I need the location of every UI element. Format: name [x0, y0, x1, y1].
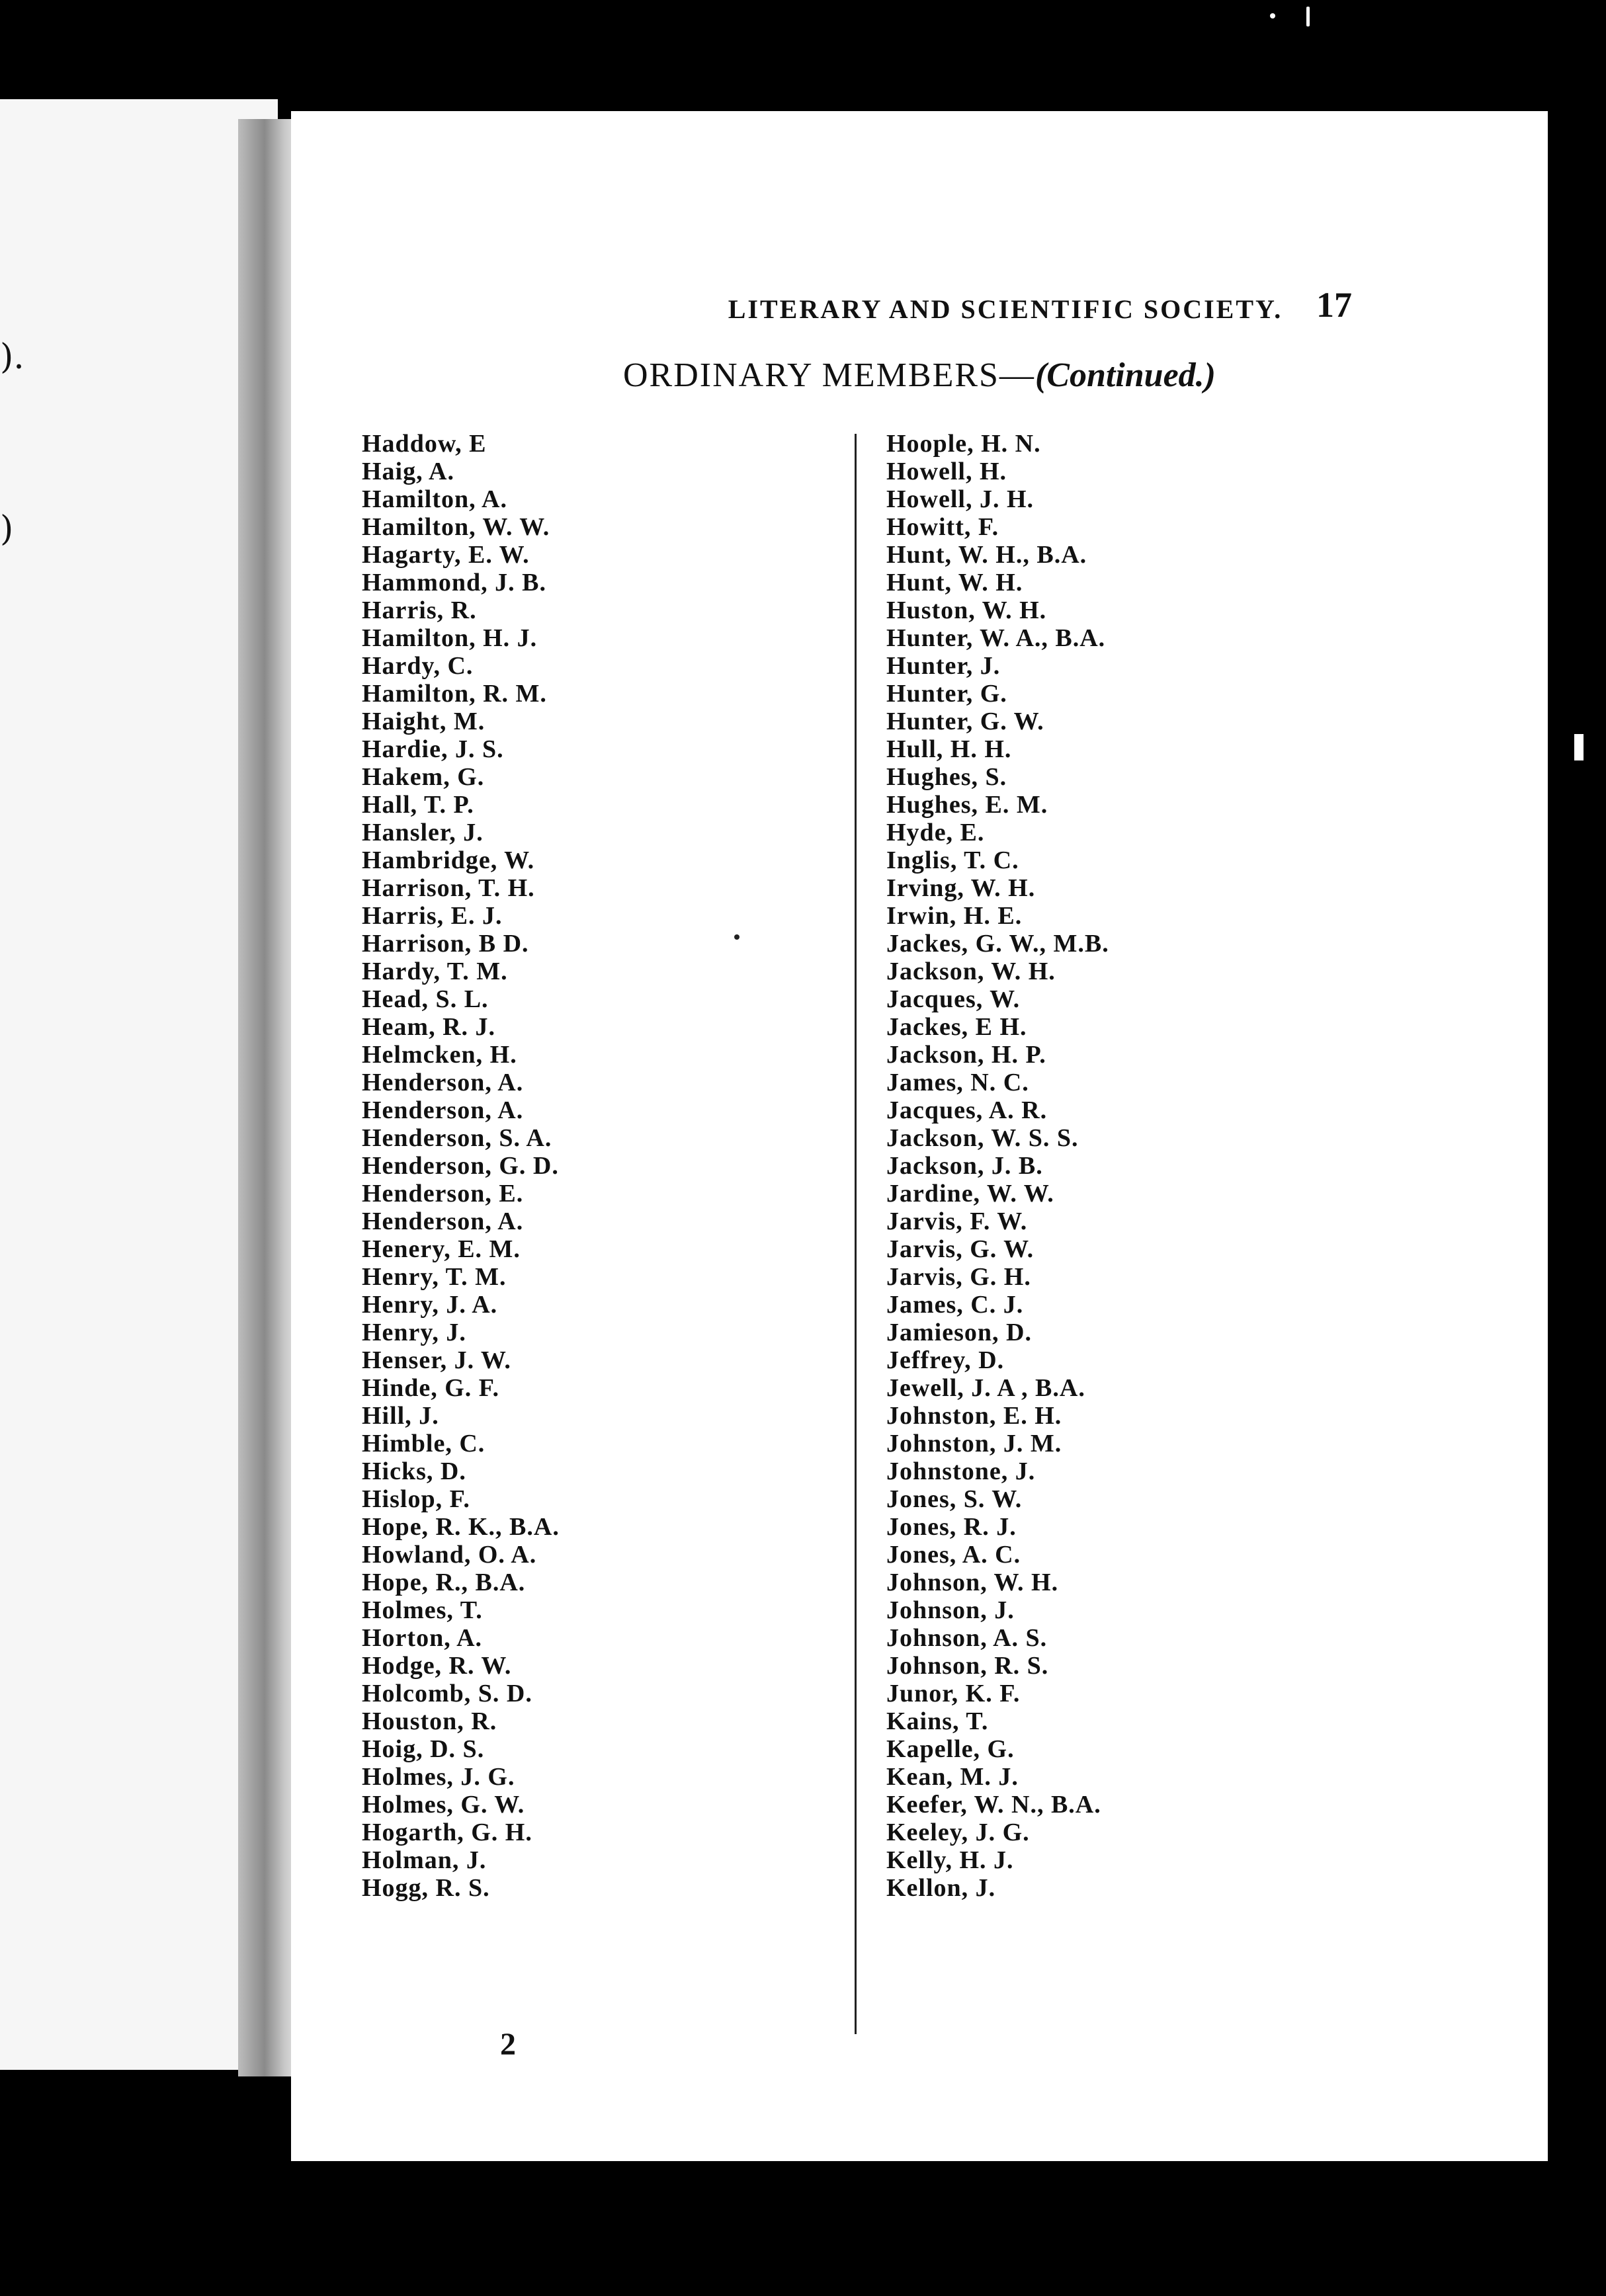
member-entry: Harrison, T. H.: [362, 874, 535, 902]
member-entry: Hogg, R. S.: [362, 1874, 490, 1902]
member-entry: Kellon, J.: [886, 1874, 996, 1902]
member-entry: Hodge, R. W.: [362, 1652, 512, 1680]
member-entry: Heam, R. J.: [362, 1013, 496, 1041]
member-entry: Jarvis, G. W.: [886, 1235, 1035, 1263]
member-entry: Jewell, J. A , B.A.: [886, 1374, 1085, 1402]
member-entry: Horton, A.: [362, 1624, 483, 1652]
member-entry: Harris, R.: [362, 596, 477, 624]
member-list-left: [362, 430, 560, 1902]
page-number: 17: [1316, 285, 1352, 325]
member-entry: Hunt, W. H., B.A.: [886, 541, 1087, 569]
member-entry: Head, S. L.: [362, 985, 489, 1013]
signature-mark: 2: [500, 2027, 516, 2062]
member-entry: Houston, R.: [362, 1707, 497, 1735]
member-entry: Hall, T. P.: [362, 791, 474, 819]
right-page: [291, 111, 1548, 2161]
ink-speck: [734, 934, 740, 940]
member-entry: Hull, H. H.: [886, 735, 1012, 763]
member-entry: Johnson, W. H.: [886, 1569, 1059, 1596]
member-entry: Harrison, B D.: [362, 930, 529, 958]
member-entry: Hagarty, E. W.: [362, 541, 530, 569]
member-entry: Hogarth, G. H.: [362, 1819, 532, 1846]
member-entry: Henry, J.: [362, 1319, 466, 1346]
member-entry: Henderson, E.: [362, 1180, 524, 1208]
member-entry: Jones, R. J.: [886, 1513, 1017, 1541]
member-entry: Hardie, J. S.: [362, 735, 504, 763]
member-entry: Kelly, H. J.: [886, 1846, 1014, 1874]
member-entry: Hunter, J.: [886, 652, 1001, 680]
member-entry: Hill, J.: [362, 1402, 439, 1430]
member-entry: James, N. C.: [886, 1069, 1029, 1096]
member-entry: Jarvis, F. W.: [886, 1208, 1028, 1235]
ink-speck: [1270, 13, 1275, 19]
section-title: [291, 356, 1548, 395]
member-entry: Jacques, A. R.: [886, 1096, 1048, 1124]
member-entry: Jardine, W. W.: [886, 1180, 1054, 1208]
member-entry: Himble, C.: [362, 1430, 486, 1457]
member-entry: Henderson, S. A.: [362, 1124, 552, 1152]
member-entry: Hunt, W. H.: [886, 569, 1023, 596]
member-entry: Johnston, J. M.: [886, 1430, 1062, 1457]
member-entry: Junor, K. F.: [886, 1680, 1021, 1707]
member-entry: Hoople, H. N.: [886, 430, 1041, 458]
member-entry: Huston, W. H.: [886, 596, 1047, 624]
member-entry: Hughes, E. M.: [886, 791, 1048, 819]
member-entry: Howland, O. A.: [362, 1541, 537, 1569]
member-entry: Hunter, W. A., B.A.: [886, 624, 1106, 652]
member-entry: Hamilton, H. J.: [362, 624, 538, 652]
member-entry: Jackson, W. S. S.: [886, 1124, 1079, 1152]
page-edge-mark: [1574, 734, 1584, 760]
member-entry: Inglis, T. C.: [886, 846, 1019, 874]
member-entry: Jackson, W. H.: [886, 958, 1056, 985]
left-page-mark: ).: [0, 337, 24, 377]
member-entry: Haight, M.: [362, 708, 486, 735]
left-page-mark: ): [0, 509, 14, 549]
member-entry: Hardy, T. M.: [362, 958, 508, 985]
member-entry: Hansler, J.: [362, 819, 484, 846]
section-title-text: ORDINARY MEMBERS—: [623, 356, 1035, 394]
member-entry: Jackes, G. W., M.B.: [886, 930, 1109, 958]
member-entry: Helmcken, H.: [362, 1041, 517, 1069]
member-entry: Holcomb, S. D.: [362, 1680, 532, 1707]
member-entry: Haddow, E: [362, 430, 487, 458]
member-entry: Hunter, G. W.: [886, 708, 1044, 735]
member-entry: Howitt, F.: [886, 513, 999, 541]
member-entry: Holmes, T.: [362, 1596, 483, 1624]
ink-speck: [1306, 7, 1310, 26]
member-entry: Kapelle, G.: [886, 1735, 1015, 1763]
member-entry: Henderson, A.: [362, 1069, 524, 1096]
section-continuation: (Continued.): [1035, 356, 1216, 394]
member-entry: James, C. J.: [886, 1291, 1024, 1319]
member-entry: Jarvis, G. H.: [886, 1263, 1031, 1291]
member-entry: Jamieson, D.: [886, 1319, 1032, 1346]
member-entry: Howell, J. H.: [886, 485, 1035, 513]
member-entry: Hamilton, R. M.: [362, 680, 547, 708]
member-entry: Hope, R., B.A.: [362, 1569, 526, 1596]
member-list-right: [886, 430, 1109, 1902]
member-entry: Hardy, C.: [362, 652, 474, 680]
member-entry: Henery, E. M.: [362, 1235, 521, 1263]
member-entry: Holman, J.: [362, 1846, 487, 1874]
member-entry: Johnston, E. H.: [886, 1402, 1062, 1430]
member-entry: Kains, T.: [886, 1707, 989, 1735]
member-entry: Holmes, J. G.: [362, 1763, 515, 1791]
member-entry: Holmes, G. W.: [362, 1791, 525, 1819]
member-entry: Keeley, J. G.: [886, 1819, 1030, 1846]
member-entry: Hyde, E.: [886, 819, 985, 846]
member-entry: Hicks, D.: [362, 1457, 466, 1485]
member-entry: Jackes, E H.: [886, 1013, 1027, 1041]
member-entry: Jackson, J. B.: [886, 1152, 1043, 1180]
member-entry: Haig, A.: [362, 458, 454, 485]
member-entry: Henderson, G. D.: [362, 1152, 559, 1180]
member-entry: Henser, J. W.: [362, 1346, 511, 1374]
member-entry: Hislop, F.: [362, 1485, 470, 1513]
member-entry: Hinde, G. F.: [362, 1374, 500, 1402]
member-entry: Kean, M. J.: [886, 1763, 1019, 1791]
member-entry: Hakem, G.: [362, 763, 485, 791]
left-page-edge: [0, 99, 278, 2070]
member-entry: Irving, W. H.: [886, 874, 1036, 902]
column-divider: [855, 434, 857, 2034]
member-entry: Hunter, G.: [886, 680, 1007, 708]
member-entry: Keefer, W. N., B.A.: [886, 1791, 1101, 1819]
member-entry: Hambridge, W.: [362, 846, 535, 874]
member-entry: Hammond, J. B.: [362, 569, 546, 596]
member-entry: Hoig, D. S.: [362, 1735, 485, 1763]
member-entry: Johnstone, J.: [886, 1457, 1036, 1485]
member-entry: Jeffrey, D.: [886, 1346, 1005, 1374]
member-entry: Henderson, A.: [362, 1096, 524, 1124]
member-entry: Jones, A. C.: [886, 1541, 1021, 1569]
member-entry: Howell, H.: [886, 458, 1007, 485]
member-entry: Johnson, R. S.: [886, 1652, 1049, 1680]
running-head: LITERARY AND SCIENTIFIC SOCIETY.: [728, 294, 1283, 324]
member-entry: Jackson, H. P.: [886, 1041, 1046, 1069]
member-entry: Henry, T. M.: [362, 1263, 507, 1291]
member-entry: Jones, S. W.: [886, 1485, 1023, 1513]
member-entry: Jacques, W.: [886, 985, 1021, 1013]
member-entry: Johnson, J.: [886, 1596, 1015, 1624]
member-entry: Hamilton, A.: [362, 485, 507, 513]
member-entry: Hughes, S.: [886, 763, 1007, 791]
member-entry: Harris, E. J.: [362, 902, 503, 930]
member-entry: Johnson, A. S.: [886, 1624, 1048, 1652]
member-entry: Hamilton, W. W.: [362, 513, 550, 541]
member-entry: Irwin, H. E.: [886, 902, 1023, 930]
member-entry: Henderson, A.: [362, 1208, 524, 1235]
member-entry: Hope, R. K., B.A.: [362, 1513, 560, 1541]
member-entry: Henry, J. A.: [362, 1291, 498, 1319]
